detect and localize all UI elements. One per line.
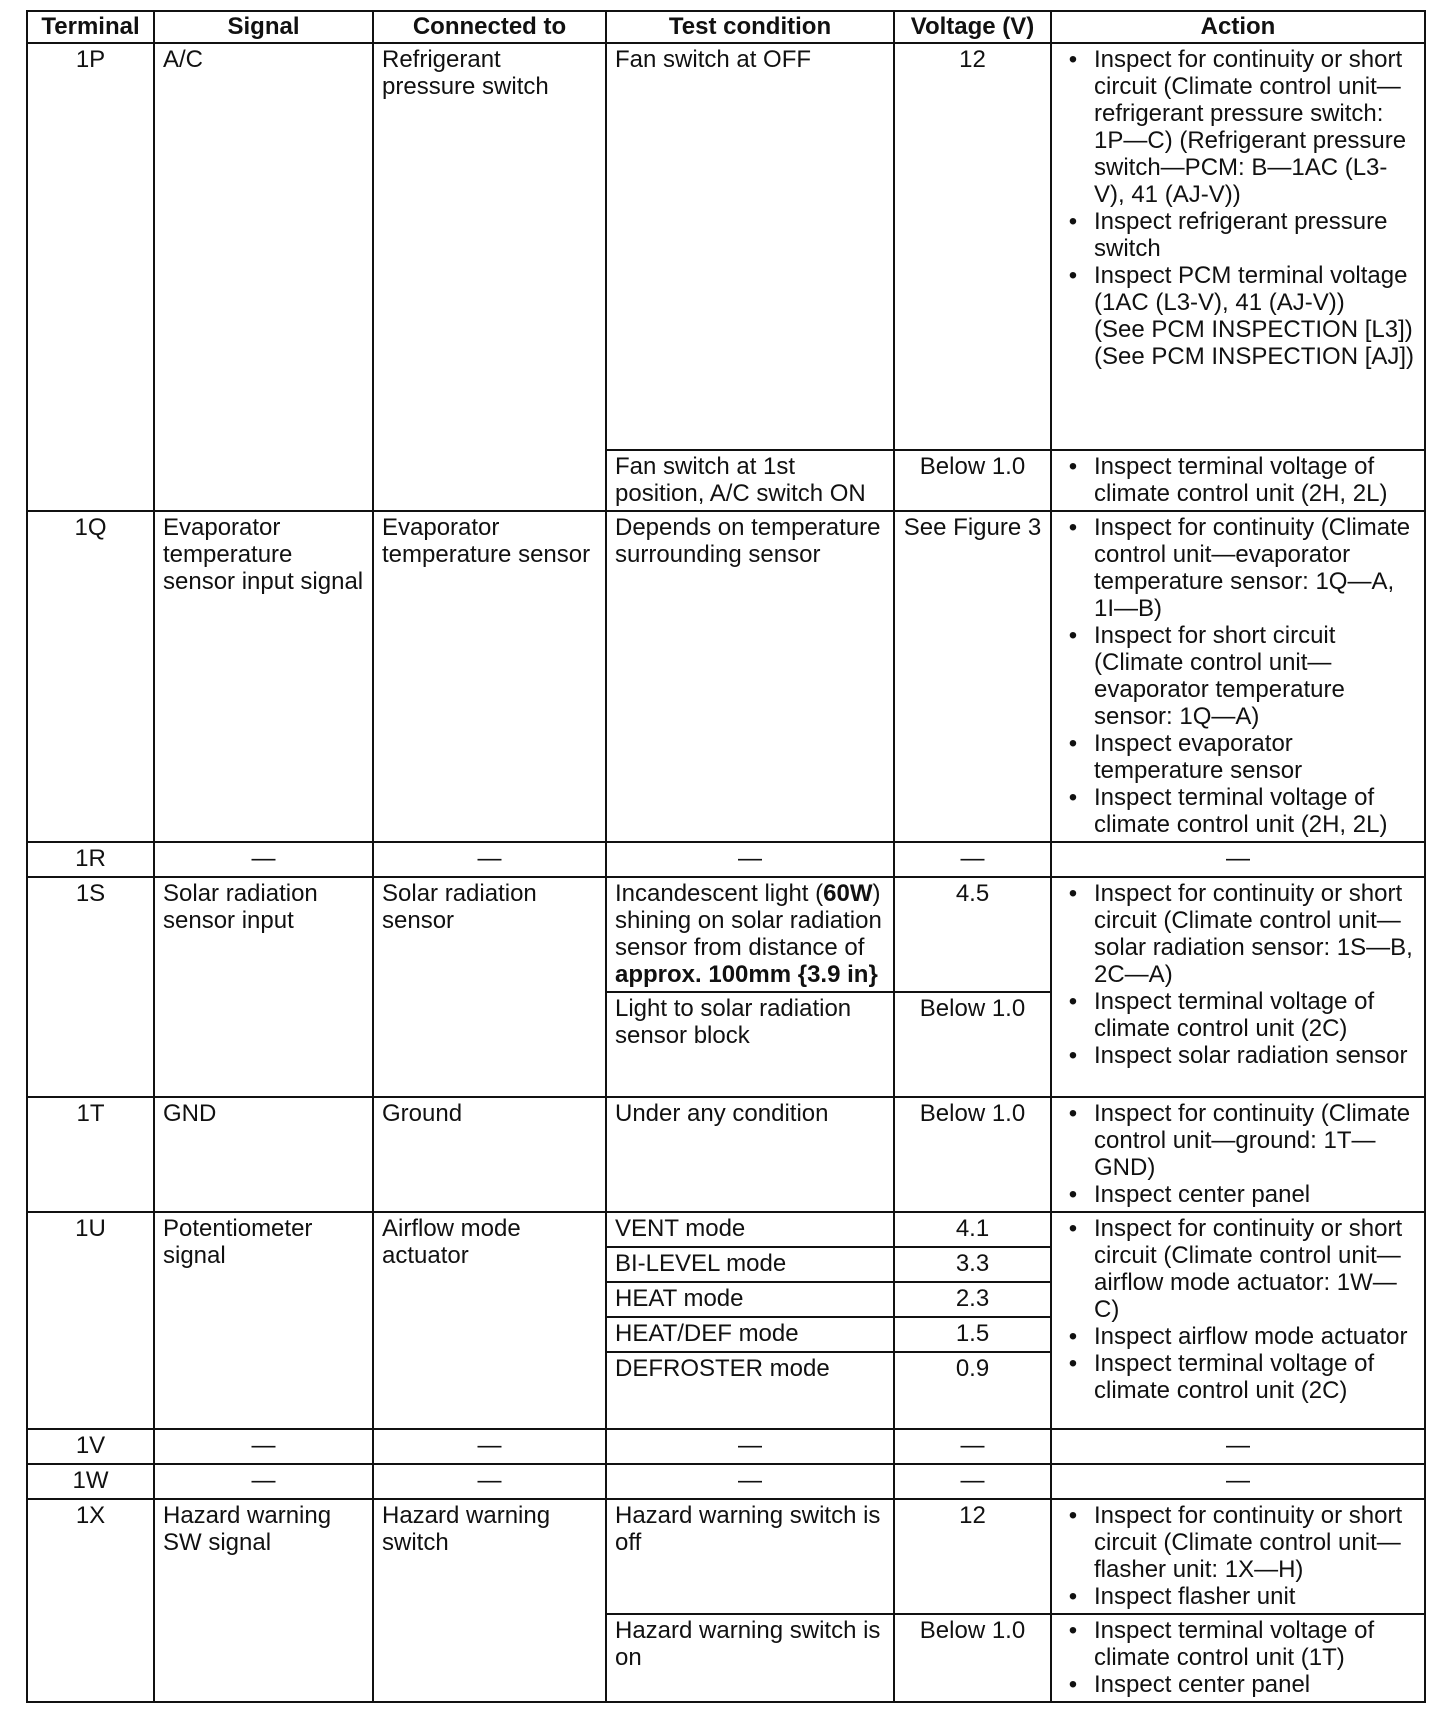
- header-test-condition: Test condition: [606, 11, 894, 43]
- action-cell: —: [1051, 1464, 1425, 1499]
- voltage-cell: 4.1: [894, 1212, 1051, 1247]
- test-condition-cell: Under any condition: [606, 1097, 894, 1212]
- bullet-icon: •: [1068, 784, 1078, 811]
- signal-cell: —: [154, 842, 373, 877]
- connected-to-cell: Ground: [373, 1097, 606, 1212]
- action-cell: —: [1051, 1429, 1425, 1464]
- action-item: • Inspect for continuity (Climate control unit—ground: 1T—GND): [1060, 1100, 1416, 1181]
- bullet-icon: •: [1068, 46, 1078, 73]
- connected-to-cell: —: [373, 842, 606, 877]
- action-cell: [1051, 1097, 1425, 1212]
- see-reference: (See PCM INSPECTION [AJ]): [1094, 343, 1415, 370]
- action-cell: —: [1051, 842, 1425, 877]
- action-item: • Inspect terminal voltage of climate control unit (2C): [1060, 1350, 1416, 1404]
- voltage-cell: 2.3: [894, 1282, 1051, 1317]
- test-condition-cell: VENT mode: [606, 1212, 894, 1247]
- action-item: • Inspect for continuity or short circuit (Climate control unit—airflow mode actuator: 1W—C): [1060, 1215, 1416, 1323]
- action-item: • Inspect terminal voltage of climate control unit (1T): [1060, 1617, 1416, 1671]
- terminal-cell: 1P: [27, 43, 154, 511]
- terminal-cell: 1W: [27, 1464, 154, 1499]
- bullet-icon: •: [1068, 1502, 1078, 1529]
- action-cell: [1051, 43, 1425, 450]
- header-signal: Signal: [154, 11, 373, 43]
- table-row-1x: [27, 1499, 1425, 1614]
- test-condition-cell: HEAT mode: [606, 1282, 894, 1317]
- test-condition-cell: —: [606, 1429, 894, 1464]
- bullet-icon: •: [1068, 1100, 1078, 1127]
- signal-cell: GND: [154, 1097, 373, 1212]
- see-reference: (See PCM INSPECTION [L3]): [1094, 316, 1413, 343]
- terminal-cell: 1V: [27, 1429, 154, 1464]
- action-list: [1060, 1502, 1416, 1610]
- terminal-cell: 1R: [27, 842, 154, 877]
- voltage-cell: 0.9: [894, 1352, 1051, 1429]
- voltage-cell: 4.5: [894, 877, 1051, 992]
- signal-cell: —: [154, 1429, 373, 1464]
- signal-cell: Potentiometer signal: [154, 1212, 373, 1429]
- header-row: [27, 11, 1425, 43]
- table-row-1w: [27, 1464, 1425, 1499]
- header-voltage: Voltage (V): [894, 11, 1051, 43]
- action-cell: [1051, 450, 1425, 511]
- action-list: [1060, 46, 1416, 370]
- action-list: [1060, 1100, 1416, 1208]
- action-item: • Inspect center panel: [1060, 1671, 1416, 1698]
- voltage-cell: Below 1.0: [894, 1614, 1051, 1702]
- test-condition-cell: Hazard warning switch is on: [606, 1614, 894, 1702]
- test-condition-cell: DEFROSTER mode: [606, 1352, 894, 1429]
- action-item: • Inspect flasher unit: [1060, 1583, 1416, 1610]
- table-row-1t: [27, 1097, 1425, 1212]
- action-cell: [1051, 511, 1425, 842]
- bullet-icon: •: [1068, 1350, 1078, 1377]
- action-item: • Inspect terminal voltage of climate control unit (2H, 2L): [1060, 453, 1416, 507]
- connected-to-cell: Hazard warning switch: [373, 1499, 606, 1702]
- terminal-cell: 1Q: [27, 511, 154, 842]
- connected-to-cell: —: [373, 1429, 606, 1464]
- bullet-icon: •: [1068, 988, 1078, 1015]
- action-list: [1060, 453, 1416, 507]
- action-item: • Inspect for continuity (Climate control unit—evaporator temperature sensor: 1Q—A, 1I—B): [1060, 514, 1416, 622]
- bullet-icon: •: [1068, 208, 1078, 235]
- action-item: • Inspect for continuity or short circuit (Climate control unit—refrigerant pressure switch: 1P—C) (Refrigerant pressure switch—PCM: B—1AC (L3-V), 41 (AJ-V)): [1060, 46, 1416, 208]
- test-condition-cell: HEAT/DEF mode: [606, 1317, 894, 1352]
- action-item: • Inspect for short circuit (Climate control unit—evaporator temperature sensor: 1Q—A): [1060, 622, 1416, 730]
- connected-to-cell: Solar radiation sensor: [373, 877, 606, 1097]
- action-item: • Inspect PCM terminal voltage (1AC (L3-V), 41 (AJ-V)) (See PCM INSPECTION [L3]) (See PCM INSPECTION [AJ]): [1060, 262, 1416, 370]
- voltage-cell: See Figure 3: [894, 511, 1051, 842]
- terminal-cell: 1S: [27, 877, 154, 1097]
- action-list: [1060, 514, 1416, 838]
- connected-to-cell: Refrigerant pressure switch: [373, 43, 606, 511]
- table-row-1r: [27, 842, 1425, 877]
- action-cell: [1051, 1499, 1425, 1614]
- bullet-icon: •: [1068, 1323, 1078, 1350]
- signal-cell: —: [154, 1464, 373, 1499]
- bullet-icon: •: [1068, 1617, 1078, 1644]
- header-connected-to: Connected to: [373, 11, 606, 43]
- signal-cell: Evaporator temperature sensor input signal: [154, 511, 373, 842]
- action-item: • Inspect for continuity or short circuit (Climate control unit—solar radiation sensor: 1S—B, 2C—A): [1060, 880, 1416, 988]
- bullet-icon: •: [1068, 262, 1078, 289]
- test-condition-cell: Depends on temperature surrounding sensor: [606, 511, 894, 842]
- action-cell: [1051, 1614, 1425, 1702]
- test-condition-cell: Hazard warning switch is off: [606, 1499, 894, 1614]
- bullet-icon: •: [1068, 1042, 1078, 1069]
- bullet-icon: •: [1068, 1181, 1078, 1208]
- header-action: Action: [1051, 11, 1425, 43]
- voltage-cell: —: [894, 1429, 1051, 1464]
- action-item: • Inspect refrigerant pressure switch: [1060, 208, 1416, 262]
- bullet-icon: •: [1068, 453, 1078, 480]
- voltage-cell: Below 1.0: [894, 450, 1051, 511]
- connected-to-cell: —: [373, 1464, 606, 1499]
- action-item: • Inspect solar radiation sensor: [1060, 1042, 1416, 1069]
- terminal-cell: 1U: [27, 1212, 154, 1429]
- connected-to-cell: Evaporator temperature sensor: [373, 511, 606, 842]
- bullet-icon: •: [1068, 1671, 1078, 1698]
- terminal-inspection-document: [26, 10, 1424, 1703]
- action-cell: [1051, 1212, 1425, 1429]
- voltage-cell: —: [894, 842, 1051, 877]
- action-list: [1060, 1215, 1416, 1404]
- voltage-cell: Below 1.0: [894, 992, 1051, 1097]
- action-item: • Inspect for continuity or short circuit (Climate control unit—flasher unit: 1X—H): [1060, 1502, 1416, 1583]
- voltage-cell: 12: [894, 43, 1051, 450]
- table-row-1v: [27, 1429, 1425, 1464]
- bullet-icon: •: [1068, 1583, 1078, 1610]
- test-condition-cell: BI-LEVEL mode: [606, 1247, 894, 1282]
- table-row-1u: [27, 1212, 1425, 1247]
- action-list: [1060, 1617, 1416, 1698]
- action-item: • Inspect evaporator temperature sensor: [1060, 730, 1416, 784]
- bullet-icon: •: [1068, 622, 1078, 649]
- signal-cell: Hazard warning SW signal: [154, 1499, 373, 1702]
- terminal-cell: 1X: [27, 1499, 154, 1702]
- action-item: • Inspect terminal voltage of climate control unit (2H, 2L): [1060, 784, 1416, 838]
- terminal-cell: 1T: [27, 1097, 154, 1212]
- action-list: [1060, 880, 1416, 1069]
- connected-to-cell: Airflow mode actuator: [373, 1212, 606, 1429]
- bullet-icon: •: [1068, 880, 1078, 907]
- table-row-1s: [27, 877, 1425, 992]
- voltage-cell: 1.5: [894, 1317, 1051, 1352]
- bullet-icon: •: [1068, 1215, 1078, 1242]
- action-item: • Inspect terminal voltage of climate control unit (2C): [1060, 988, 1416, 1042]
- test-condition-cell: Fan switch at OFF: [606, 43, 894, 450]
- signal-cell: A/C: [154, 43, 373, 511]
- action-cell: [1051, 877, 1425, 1097]
- table-row-1q: [27, 511, 1425, 842]
- voltage-cell: 12: [894, 1499, 1051, 1614]
- test-condition-cell: —: [606, 1464, 894, 1499]
- voltage-cell: 3.3: [894, 1247, 1051, 1282]
- test-condition-cell: —: [606, 842, 894, 877]
- test-condition-cell: Fan switch at 1st position, A/C switch ON: [606, 450, 894, 511]
- bullet-icon: •: [1068, 514, 1078, 541]
- voltage-cell: —: [894, 1464, 1051, 1499]
- header-terminal: Terminal: [27, 11, 154, 43]
- test-condition-cell: Light to solar radiation sensor block: [606, 992, 894, 1097]
- signal-cell: Solar radiation sensor input: [154, 877, 373, 1097]
- test-condition-cell: Incandescent light (60W) shining on solar radiation sensor from distance of approx. 100mm {3.9 in}: [606, 877, 894, 992]
- action-item: • Inspect airflow mode actuator: [1060, 1323, 1416, 1350]
- terminal-voltage-table: [26, 10, 1426, 1703]
- bullet-icon: •: [1068, 730, 1078, 757]
- voltage-cell: Below 1.0: [894, 1097, 1051, 1212]
- action-item: • Inspect center panel: [1060, 1181, 1416, 1208]
- table-row-1p: [27, 43, 1425, 450]
